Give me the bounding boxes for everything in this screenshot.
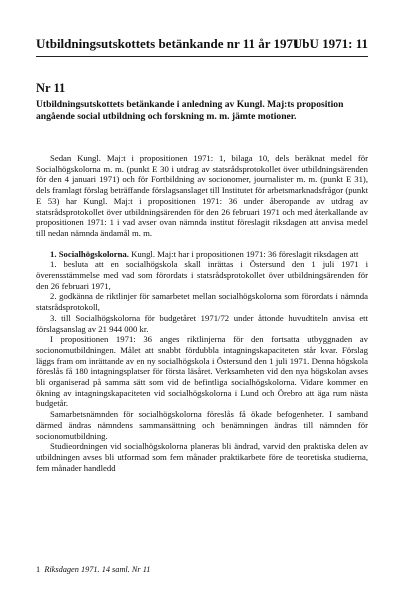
report-title: Utbildningsutskottets betänkande i anledning av Kungl. Maj:ts proposition angående social utbildning och forskning m. m. jämte motioner. <box>36 99 344 123</box>
running-header <box>36 36 368 52</box>
page-footer <box>36 565 150 575</box>
section-1-text: Kungl. Maj:t har i propositionen 1971: 36 föreslagit riksdagen att <box>131 248 359 259</box>
header-rule <box>36 56 368 57</box>
body-text <box>36 153 368 473</box>
report-number: Nr 11 <box>36 81 66 95</box>
proposal-item-2: 2. godkänna de riktlinjer för samarbetet mellan socialhögskolorna som förordats i nämnda statsrådsprotokoll, <box>36 291 368 313</box>
section-1-heading: 1. Socialhögskolorna. <box>50 248 129 259</box>
paragraph-committee: Samarbetsnämnden för socialhögskolorna föreslås få ökade befogenheter. I samband därmed ändras nämndens sammansättning och benämningen ändras till nämnden för socionomutbildning. <box>36 409 368 441</box>
header-code: UbU 1971: 11 <box>292 36 368 51</box>
section-1-intro <box>36 249 368 260</box>
proposal-item-1: 1. besluta att en socialhögskola skall inrättas i Östersund den 1 juli 1971 i överensstämmelse med vad som förordats i statsrådsprotokollet över utbildningsärenden för den 26 februari 1971, <box>36 259 368 291</box>
paragraph-intro: Sedan Kungl. Maj:t i propositionen 1971: 1, bilaga 10, dels beräknat medel för Socialhögskolorna m. m. (punkt E 30 i utdrag av statsrådsprotokollet över utbildningsärenden för den 4 januari 1971) och för Fortbildning av socionomer, journalister m. m. (punkt E 31), dels framlagt förslag beträffande förslagsanslaget till Institutet för arbetsmarknadsfrågor (punkt E 53) har Kungl. Maj:t i propositionen 1971: 36 under åberopande av utdrag av statsrådsprotokollet över utbildningsärenden för den 26 februari 1971 och med återkallande av propositionen 1971: 1 i vad avser ovan nämnda institut föreslagit riksdagen att anvisa medel till nedan nämnda ändamål m. m. <box>36 153 368 238</box>
paragraph-guidelines: I propositionen 1971: 36 anges riktlinjerna för den fortsatta utbyggnaden av socionomutbildningen. Målet att snabbt fördubbla intagningskapaciteten står kvar. Förslag läggs fram om inrättande av en ny socialhögskola i Östersund den 1 juli 1971. Denna högskola föreslås få 180 intagningsplatser för första läsåret. Verksamheten vid den nya högskolan avses bli organiserad på samma sätt som vid de befintliga socialhögskolorna. Vidare kommer en ökning av intagningskapaciteten vid socialhögskolorna i Lund och Örebro att äga rum nästa budgetår. <box>36 334 368 409</box>
page-number: 1 <box>36 565 41 574</box>
proposal-item-3: 3. till Socialhögskolorna för budgetåret 1971/72 under åttonde huvudtiteln anvisa ett förslagsanslag av 21 944 000 kr. <box>36 312 368 334</box>
document-page <box>36 0 368 605</box>
header-title: Utbildningsutskottets betänkande nr 11 år 1971 <box>36 36 300 51</box>
paragraph-study-plan: Studieordningen vid socialhögskolorna planeras bli ändrad, varvid den praktiska delen av utbildningen avses bli utformad som fem månader praktikarbete före de teoretiska studierna, fem månader handledd <box>36 441 368 473</box>
footer-source: Riksdagen 1971. 14 saml. Nr 11 <box>44 565 151 574</box>
